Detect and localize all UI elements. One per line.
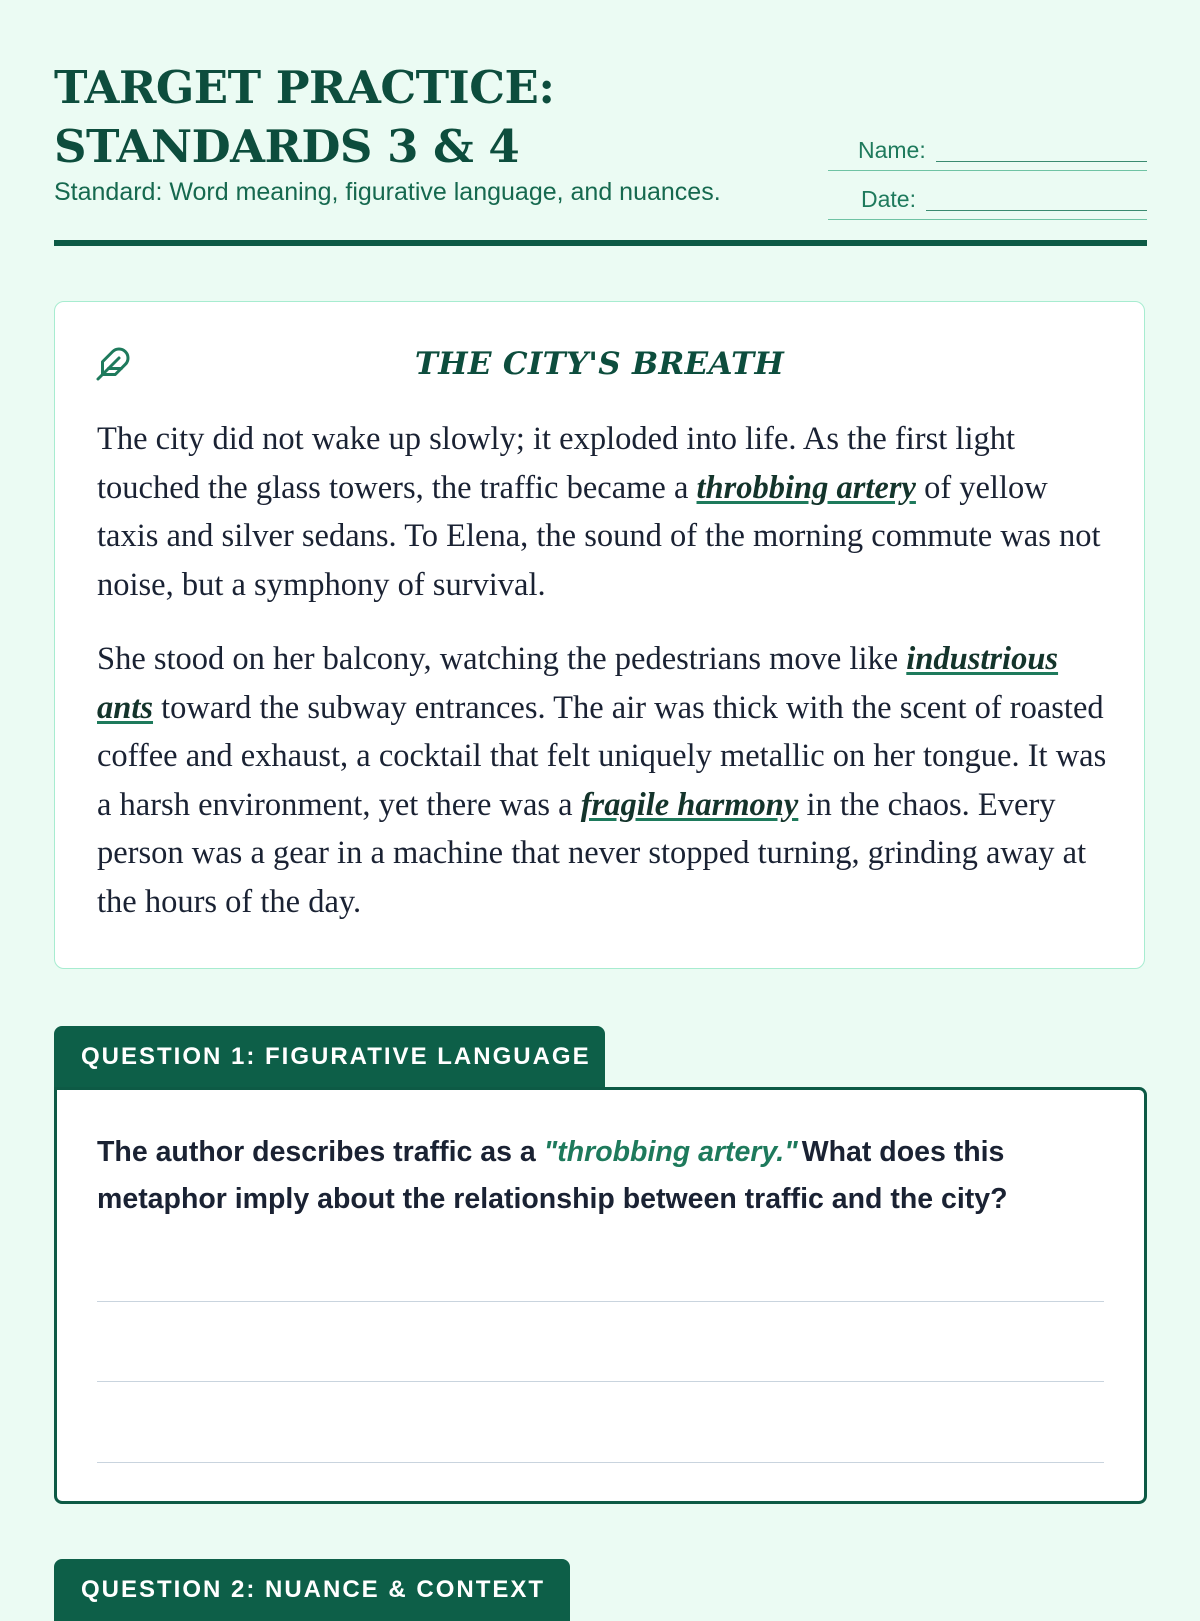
question-1-text-end: What does this metaphor imply about the relationship between traffic and the city? bbox=[97, 1136, 1008, 1215]
standard-description: Standard: Word meaning, figurative language, and nuances. bbox=[54, 178, 721, 206]
name-label: Name: bbox=[858, 137, 926, 163]
answer-line[interactable] bbox=[97, 1381, 1104, 1382]
date-label: Date: bbox=[861, 186, 916, 212]
passage-paragraph-2 bbox=[97, 635, 1107, 926]
question-1-text-start: The author describes traffic as a bbox=[97, 1136, 536, 1168]
highlighted-phrase-industrious-ants: industrious ants bbox=[97, 641, 1059, 726]
passage-body bbox=[97, 415, 1107, 952]
question-1-card bbox=[54, 1087, 1147, 1504]
paragraph-2-text-middle: toward the subway entrances. The air was thick with the scent of roasted coffee and exhaust, a cocktail that felt uniquely metallic on her tongue. It was a harsh environment, yet there was a bbox=[97, 689, 1107, 823]
date-field[interactable] bbox=[828, 179, 1147, 220]
paragraph-1-text-start: The city did not wake up slowly; it exploded into life. As the first light touched the glass towers, the traffic became a bbox=[97, 421, 1015, 506]
date-blank-line bbox=[926, 210, 1147, 211]
passage-title: THE CITY'S BREATH bbox=[414, 346, 785, 382]
paragraph-2-text-end: in the chaos. Every person was a gear in a machine that never stopped turning, grinding away at the hours of the day. bbox=[97, 786, 1087, 920]
header-divider bbox=[54, 240, 1147, 246]
name-field[interactable] bbox=[828, 130, 1147, 171]
reading-passage bbox=[54, 301, 1145, 969]
paragraph-1-text-end: of yellow taxis and silver sedans. To Elena, the sound of the morning commute was not noise, but a symphony of survival. bbox=[97, 469, 1101, 603]
student-info-fields bbox=[828, 130, 1147, 228]
answer-line[interactable] bbox=[97, 1301, 1104, 1302]
highlighted-phrase-fragile-harmony: fragile harmony bbox=[580, 786, 799, 823]
question-1-quote: "throbbing artery." bbox=[543, 1136, 798, 1168]
name-blank-line bbox=[936, 161, 1147, 162]
paragraph-2-text-start: She stood on her balcony, watching the pedestrians move like bbox=[97, 641, 907, 677]
question-1-tab: QUESTION 1: FIGURATIVE LANGUAGE bbox=[54, 1026, 605, 1088]
question-2-tab: QUESTION 2: NUANCE & CONTEXT bbox=[54, 1559, 570, 1621]
worksheet-title: TARGET PRACTICE: STANDARDS 3 & 4 bbox=[54, 61, 555, 173]
question-1-prompt bbox=[97, 1129, 1097, 1223]
worksheet-header bbox=[54, 58, 1147, 248]
highlighted-phrase-throbbing-artery: throbbing artery bbox=[696, 469, 916, 506]
passage-paragraph-1 bbox=[97, 415, 1107, 609]
answer-line[interactable] bbox=[97, 1462, 1104, 1463]
